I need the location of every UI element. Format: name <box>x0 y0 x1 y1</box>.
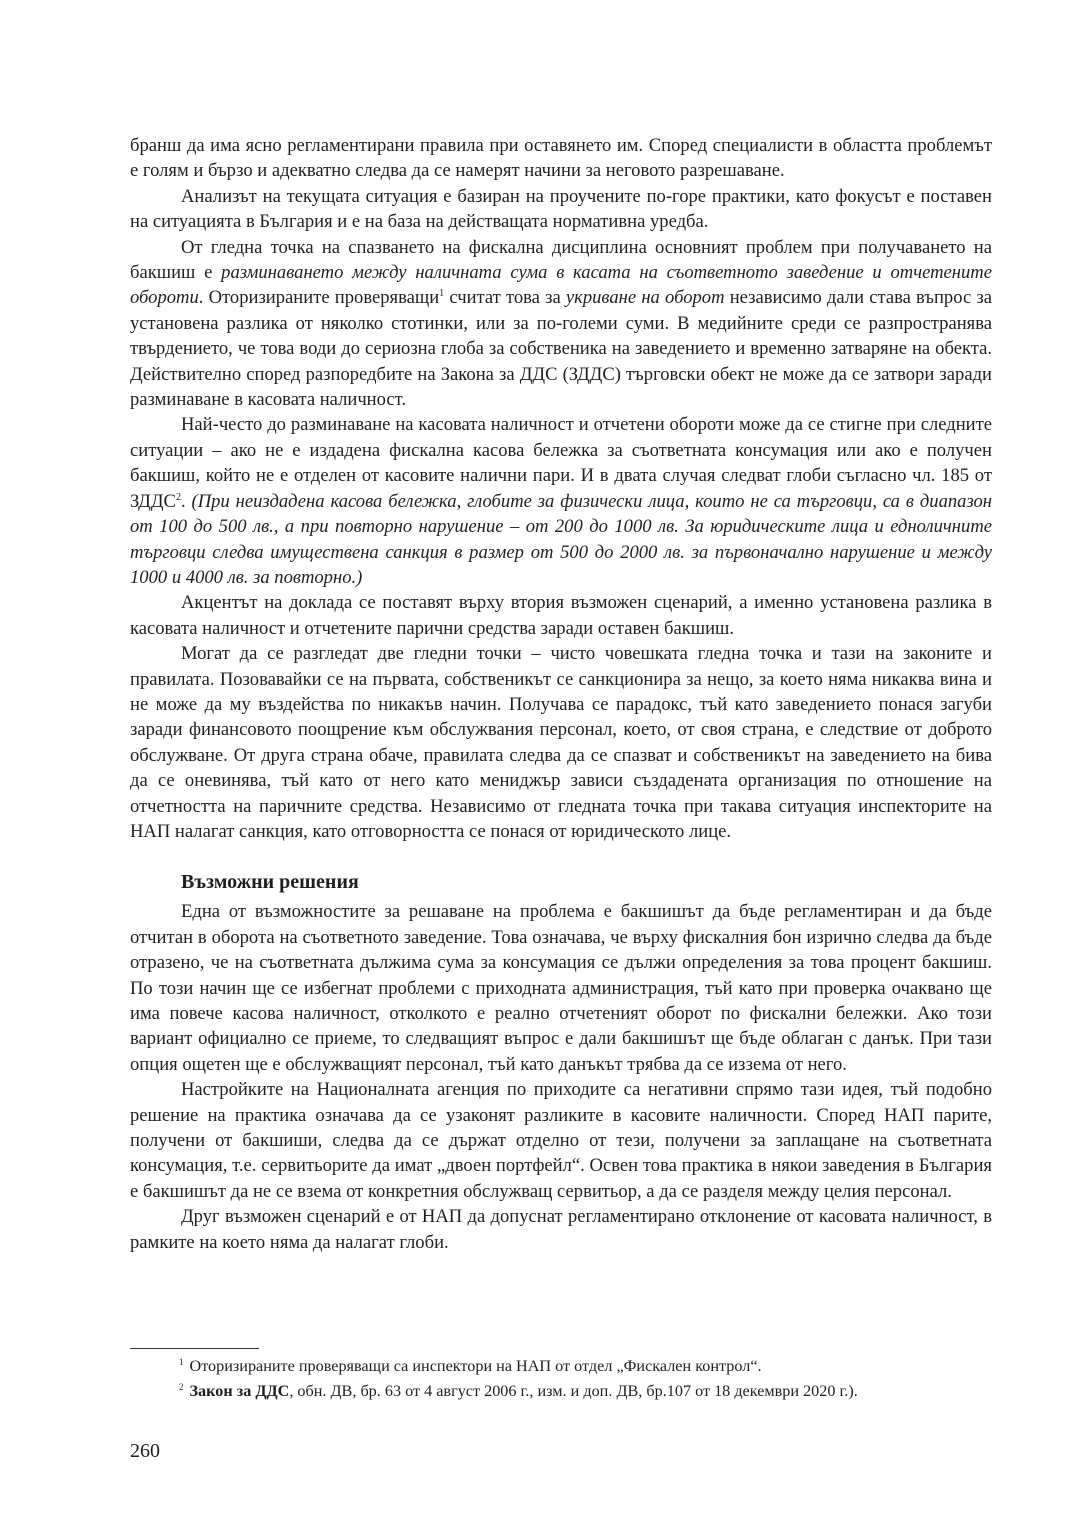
text-run: бранш да има ясно регламентирани правила при оставянето им. Според специалисти в областта проблемът е голям и бързо и адекватно следва да се намерят начини за неговото разрешаване. <box>130 135 992 182</box>
paragraph <box>130 1077 992 1204</box>
footnote-separator <box>130 1348 259 1349</box>
paragraph <box>130 184 992 235</box>
bold-run: Закон за ДДС <box>189 1382 290 1400</box>
footnote <box>130 1354 992 1379</box>
italic-run: (При неиздадена касова бележка, глобите за физически лица, които не са търговци, са в диапазон от 100 до 500 лв., а при повторно нарушение – от 200 до 1000 лв. За юридическите лица и едноличните търговци следва имуществена санкция в размер от 500 до 2000 лв. за първоначално нарушение и между 1000 и 4000 лв. за повторно.) <box>130 490 993 588</box>
text-run: Могат да се разгледат две гледни точки – чисто човешката гледна точка и тази на законите и правилата. Позовавайки се на първата, собственикът се санкционира за нещо, за което няма никаква вина и не може да му въздейства по никакъв начин. Получава се парадокс, тъй като заведението понася загуби заради финансовото поощрение към обслужвания персонал, което, от своя страна, е следствие от доброто обслужване. От друга страна обаче, правилата следва да се спазват и собственикът на заведението на бива да се оневинява, тъй като от него като мениджър зависи създадената организация по отношение на отчетността на паричните средства. Независимо от гледната точка при такава ситуация инспекторите на НАП налагат санкция, като отговорността се понася от юридическото лице. <box>130 643 992 842</box>
paragraph <box>130 641 992 844</box>
text-run: . <box>180 490 192 512</box>
italic-run: укриване на оборот <box>565 287 725 309</box>
footnotes <box>130 1354 992 1404</box>
footnote-ref: 2 <box>175 491 181 503</box>
paragraph <box>130 590 992 641</box>
text-run: От гледна точка на спазването на фискална дисциплина основният проблем при получаването на бакшиш е <box>130 236 992 284</box>
text-run: Настройките на Националната агенция по приходите са негативни спрямо тази идея, тъй подобно решение на практика означава да се узаконят разликите в касовите наличности. Според НАП парите, получени от бакшиши, следва да се държат отделно от тези, получени за заплащане на съответната консумация, т.е. сервитьорите да имат „двоен портфейл“. Освен това практика в някои заведения в България е бакшишът да не се взема от конкретния обслужващ сервитьор, а да се разделя между целия персонал. <box>130 1079 992 1202</box>
text-run: Една от възможностите за решаване на проблема е бакшишът да бъде регламентиран и да бъде отчитан в оборота на съответното заведение. Това означава, че върху фискалния бон изрично следва да бъде отразено, че на съответната дължима сума за консумация се дължи определения за това процент бакшиш. По този начин ще се избегнат проблеми с приходната администрация, тъй като при проверка очаквано ще има повече касова наличност, отколкото е реално отчетеният оборот по фискални бележки. Ако този вариант официално се приеме, то следващият въпрос е дали бакшишът ще бъде облаган с данък. При тази опция ощетен ще е обслужващият персонал, тъй като данъкът трябва да се иззема от него. <box>130 901 992 1075</box>
text-run: Оторизираните проверяващи са инспектори на НАП от отдел „Фискален контрол“. <box>189 1357 762 1375</box>
text-run: Акцентът на доклада се поставят върху втория възможен сценарий, а именно установена разлика в касовата наличност и отчетените парични средства заради оставен бакшиш. <box>130 592 992 639</box>
paragraph <box>130 1204 992 1255</box>
page-number: 260 <box>130 1440 160 1462</box>
paragraph-group-solutions <box>130 899 992 1255</box>
text-run: Анализът на текущата ситуация е базиран на проучените по-горе практики, като фокусът е поставен на ситуацията в България и е на база на действащата нормативна уредба. <box>130 185 992 233</box>
section-heading: Възможни решения <box>181 871 359 894</box>
paragraph-group-intro <box>130 133 992 844</box>
footnote-ref: 1 <box>439 288 445 300</box>
paragraph <box>130 235 992 413</box>
text-run: , обн. ДВ, бр. 63 от 4 август 2006 г., изм. и доп. ДВ, бр.107 от 18 декември 2020 г.). <box>289 1382 858 1400</box>
paragraph <box>130 899 992 1077</box>
footnote <box>130 1379 992 1404</box>
text-run: независимо дали става въпрос за установена разлика от няколко стотинки, или за по-големи суми. В медийните среди се разпространява твърдението, че това води до сериозна глоба за собственика на заведението и временно затваряне на обекта. Действително според разпоредбите на Закона за ДДС (ЗДДС) търговски обект не може да се затвори заради разминаване в касовата наличност. <box>130 287 993 411</box>
text-run: . Оторизираните проверяващи <box>198 287 440 309</box>
footnote-number: 2 <box>179 1382 184 1392</box>
text-run: Най-често до разминаване на касовата наличност и отчетени обороти може да се стигне при следните ситуации – ако не е издадена фискална касова бележка за съответната консумация или ако е получен бакшиш, който не е отделен от касовите налични пари. И в двата случая следват глоби съгласно чл. 185 от ЗДДС <box>130 414 992 512</box>
paragraph <box>130 412 992 590</box>
text-run: Друг възможен сценарий е от НАП да допуснат регламентирано отклонение от касовата наличност, в рамките на което няма да налагат глоби. <box>130 1206 992 1253</box>
italic-run: разминаването между наличната сума в касата на съответното заведение и отчетените обороти <box>130 262 992 309</box>
body-text <box>130 133 992 1255</box>
paragraph <box>130 133 992 184</box>
footnote-number: 1 <box>179 1357 184 1367</box>
text-run: считат това за <box>444 287 566 309</box>
